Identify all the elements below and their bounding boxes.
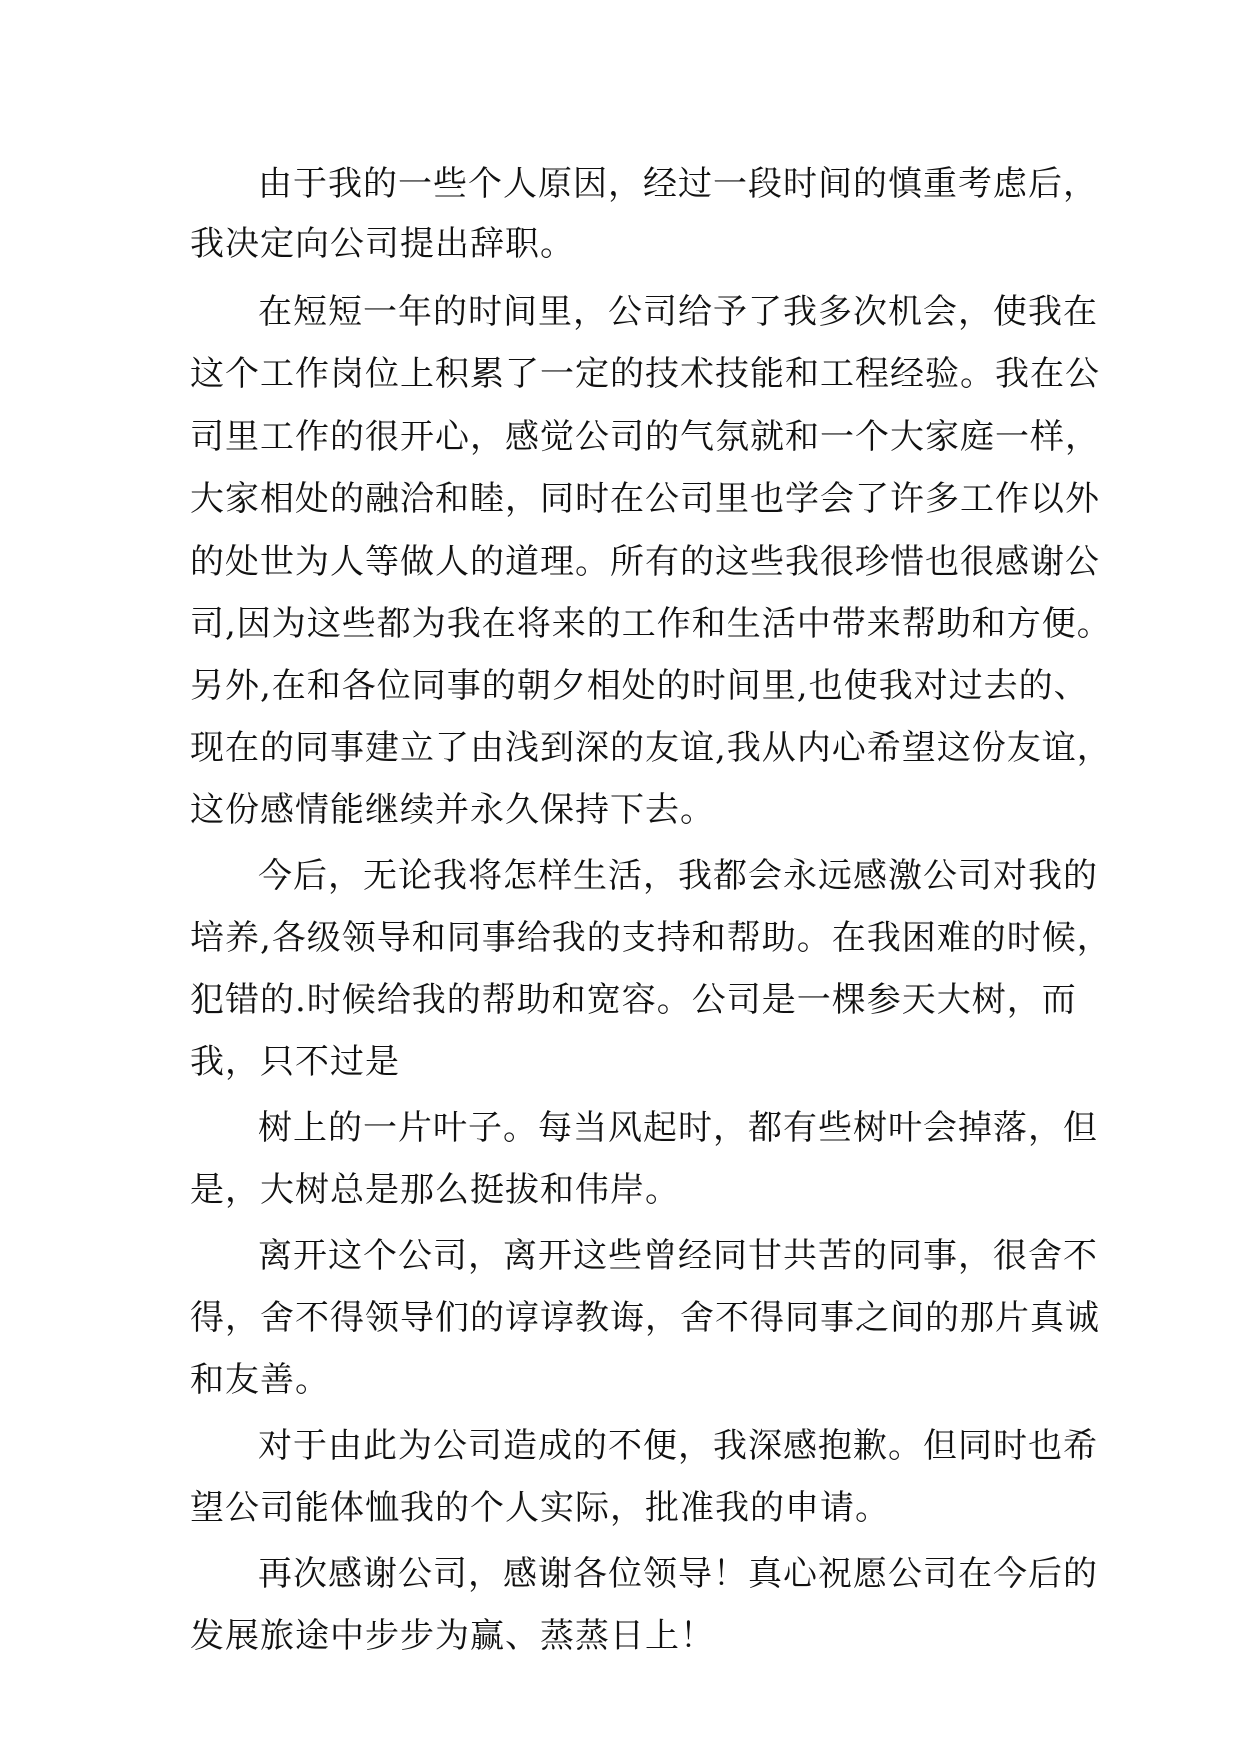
text-line: 犯错的.时候给我的帮助和宽容。公司是一棵参天大树，而 (190, 980, 1077, 1020)
text-line: 离开这个公司，离开这些曾经同甘共苦的同事，很舍不 (258, 1236, 1098, 1276)
text-line: 再次感谢公司，感谢各位领导！真心祝愿公司在今后的 (258, 1554, 1098, 1594)
text-line: 今后，无论我将怎样生活，我都会永远感激公司对我的 (258, 856, 1098, 896)
text-line: 得，舍不得领导们的谆谆教诲，舍不得同事之间的那片真诚 (190, 1298, 1100, 1338)
text-line: 我，只不过是 (190, 1042, 400, 1082)
text-line: 发展旅途中步步为赢、蒸蒸日上！ (190, 1616, 715, 1656)
text-line: 现在的同事建立了由浅到深的友谊,我从内心希望这份友谊， (190, 728, 1112, 768)
text-line: 司里工作的很开心，感觉公司的气氛就和一个大家庭一样， (190, 417, 1100, 457)
text-line: 对于由此为公司造成的不便，我深感抱歉。但同时也希 (258, 1426, 1098, 1466)
text-line: 培养,各级领导和同事给我的支持和帮助。在我困难的时候， (190, 918, 1112, 958)
text-line: 我决定向公司提出辞职。 (190, 224, 575, 264)
text-line: 大家相处的融洽和睦，同时在公司里也学会了许多工作以外 (190, 479, 1100, 519)
text-line: 树上的一片叶子。每当风起时，都有些树叶会掉落，但 (258, 1108, 1098, 1148)
text-line: 望公司能体恤我的个人实际，批准我的申请。 (190, 1488, 890, 1528)
text-line: 这个工作岗位上积累了一定的技术技能和工程经验。我在公 (190, 354, 1100, 394)
text-line: 另外,在和各位同事的朝夕相处的时间里,也使我对过去的、 (190, 666, 1089, 706)
text-line: 的处世为人等做人的道理。所有的这些我很珍惜也很感谢公 (190, 542, 1100, 582)
text-line: 和友善。 (190, 1360, 330, 1400)
text-line: 这份感情能继续并永久保持下去。 (190, 790, 715, 830)
text-line: 司,因为这些都为我在将来的工作和生活中带来帮助和方便。 (190, 604, 1112, 644)
text-line: 是，大树总是那么挺拔和伟岸。 (190, 1170, 680, 1210)
text-line: 由于我的一些个人原因，经过一段时间的慎重考虑后， (258, 164, 1098, 204)
text-line: 在短短一年的时间里，公司给予了我多次机会，使我在 (258, 292, 1098, 332)
